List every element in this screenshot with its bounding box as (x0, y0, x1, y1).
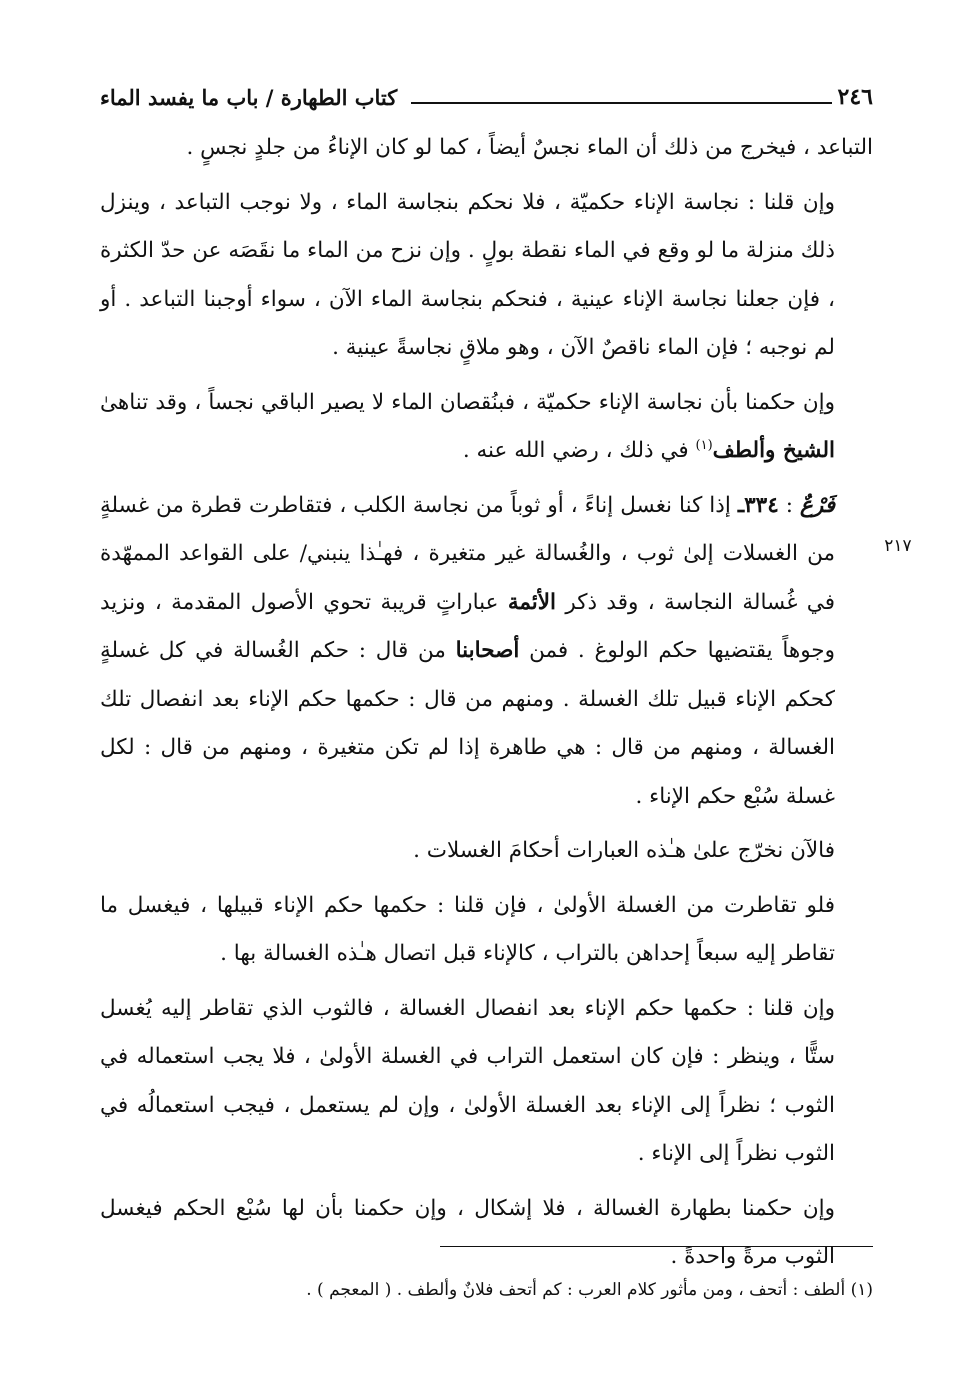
running-title: كتاب الطهارة / باب ما يفسد الماء (100, 85, 398, 110)
paragraph-5: فالآن نخرّج علىٰ هـٰذه العبارات أحكامَ الغسلات . (413, 838, 835, 863)
margin-page-marker: ٢١٧ (884, 536, 912, 556)
page-header (100, 78, 873, 114)
paragraph-1: التباعد ، فيخرج من ذلك أن الماء نجسٌ أيضاً ، كما لو كان الإناءُ من جلدٍ نجسٍ . (186, 135, 873, 160)
paragraph-8: وإن حكمنا بطهارة الغسالة ، فلا إشكال ، وإن حكمنا بأن لها سُبْع الحكم فيغسل الثوب مرةً واحدةً . (100, 1195, 835, 1269)
paragraph-7: وإن قلنا : حكمها حكم الإناء بعد انفصال الغسالة ، فالثوب الذي تقاطر إليه يُغسل ستًّا ، وينظر : فإن كان استعمل التراب في الغسلة الأولىٰ ، فلا يجب استعماله في الثوب ؛ نظراً إلى الإناء بعد الغسلة الأولىٰ ، وإن لم يستعمل ، فيجب استعمالُه في الثوب نظراً إلى الإناء . (100, 995, 836, 1166)
footnote-ref: (١) (695, 437, 713, 453)
footnote-rule (440, 1246, 873, 1247)
header-rule (411, 102, 831, 104)
paragraph-6: فلو تقاطرت من الغسلة الأولىٰ ، فإن قلنا : حكمها حكم الإناء قبيلها ، فيغسل ما تقاطر إليه سبعاً إحداهن بالتراب ، كالإناء قبل اتصال هـٰذه الغسالة بها . (100, 892, 835, 966)
page-number: ٢٤٦ (837, 84, 873, 110)
body-text (100, 124, 873, 1282)
paragraph-3-text-a: وإن حكمنا بأن نجاسة الإناء حكميّة ، فبنُقصان الماء لا يصير الباقي نجساً ، وقد تناهىٰ (100, 389, 835, 415)
bold-names: الشيخ وألطف (712, 438, 835, 463)
paragraph-4: فَرْعٌ : ٣٣٤ـ إذا كنا نغسل إناءً ، أو ثوباً من نجاسة الكلب ، فتقاطرت قطرة من غسلةٍ من الغسلات إلىٰ ثوب ، والغُسالة غير متغيرة ، فهـٰذا ينبني/ على القواعد الممهّدة في غُسالة النجاسة ، وقد ذكر الأئمة عباراتٍ قريبة تحوي الأصول المقدمة ، ونزيد وجوهاً يقتضيها حكم الولوغ . فمن أصحابنا من قال : حكم الغُسالة في كل غسلةٍ كحكم الإناء قبيل تلك الغسلة . ومنهم من قال : حكمها حكم الإناء بعد انفصال تلك الغسالة ، ومنهم من قال : هي طاهرة إذا لم تكن متغيرة ، ومنهم من قال : لكل غسلة سُبْع حكم الإناء . (100, 492, 836, 809)
paragraph-2: وإن قلنا : نجاسة الإناء حكميّة ، فلا نحكم بنجاسة الماء ، ولا نوجب التباعد ، وينزل ذلك منزلة ما لو وقع في الماء نقطة بولٍ . وإن نزح من الماء ما نقَصَه عن حدّ الكثرة ، فإن جعلنا نجاسة الإناء عينية ، فنحكم بنجاسة الماء الآن ، سواء أوجبنا التباعد . أو لم نوجبه ؛ فإن الماء ناقصٌ الآن ، وهو ملاقٍ نجاسةً عينية . (100, 189, 835, 360)
footnote: (١) ألطف : أتحف ، ومن مأثور كلام العرب : كم أتحف فلانٌ وألطف . ( المعجم ) . (306, 1280, 873, 1300)
furu-label: فَرْعٌ (800, 492, 835, 518)
paragraph-4-text-c: من قال : حكم الغُسالة في كل غسلةٍ كحكم الإناء قبيل تلك الغسلة . ومنهم من قال : حكمها حكم الإناء بعد انفصال تلك الغسالة ، ومنهم من قال : هي طاهرة إذا لم تكن متغيرة ، ومنهم من قال : لكل غسلة سُبْع حكم الإناء . (100, 638, 835, 809)
paragraph-3-text-b: في ذلك ، رضي الله عنه . (462, 438, 696, 463)
paragraph-4-text-b: عباراتٍ قريبة تحوي الأصول المقدمة ، ونزيد وجوهاً يقتضيها حكم الولوغ . فمن (100, 589, 835, 663)
bold-aimma: الأئمة (507, 589, 556, 615)
bold-ashab: أصحابنا (455, 638, 520, 663)
paragraph-3 (100, 379, 873, 476)
paragraph-4-text-a: إذا كنا نغسل إناءً ، أو ثوباً من نجاسة الكلب ، فتقاطرت قطرة من غسلةٍ من الغسلات إلىٰ ثوب ، والغُسالة غير متغيرة ، فهـٰذا ينبني/ على القواعد الممهّدة في غُسالة النجاسة ، وقد ذكر (100, 492, 836, 615)
issue-number: ٣٣٤ـ (737, 492, 779, 518)
